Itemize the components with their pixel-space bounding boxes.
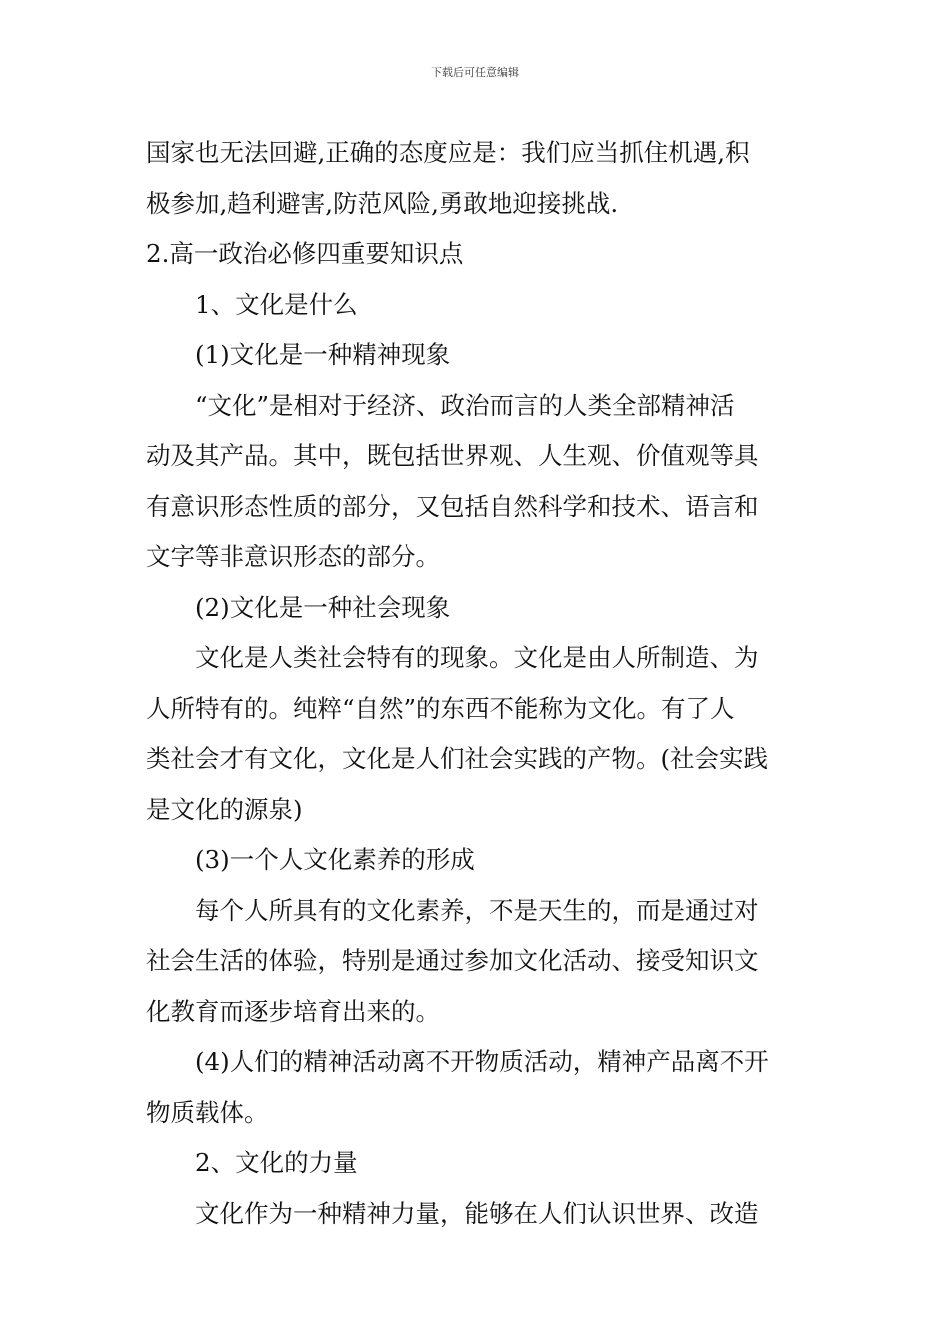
body-line: 动及其产品。其中，既包括世界观、人生观、价值观等具: [146, 441, 759, 470]
subsection-heading: 2、文化的力量: [195, 1148, 358, 1177]
body-line: 社会生活的体验，特别是通过参加文化活动、接受知识文: [146, 946, 759, 975]
point-heading: (2)文化是一种社会现象: [195, 592, 451, 622]
subsection-heading: 1、文化是什么: [195, 289, 358, 319]
body-line: 是文化的源泉): [146, 794, 303, 824]
body-line: 极参加,趋利避害,防范风险,勇敢地迎接挑战.: [146, 188, 619, 218]
body-line: 类社会才有文化，文化是人们社会实践的产物。(社会实践: [146, 744, 769, 773]
body-line: 物质载体。: [146, 1097, 269, 1127]
body-line: 文化作为一种精神力量，能够在人们认识世界、改造: [195, 1198, 759, 1228]
body-line: 有意识形态性质的部分，又包括自然科学和技术、语言和: [146, 491, 759, 521]
document-body: [146, 128, 812, 1239]
body-line: 人所特有的。纯粹“自然”的东西不能称为文化。有了人: [146, 693, 735, 723]
page-header: 下载后可任意编辑: [431, 66, 519, 79]
section-heading: 2.高一政治必修四重要知识点: [146, 239, 464, 268]
body-line: 国家也无法回避,正确的态度应是：我们应当抓住机遇,积: [146, 138, 750, 167]
body-line: 文字等非意识形态的部分。: [146, 542, 440, 571]
body-line: 化教育而逐步培育出来的。: [146, 996, 440, 1026]
point-heading: (1)文化是一种精神现象: [195, 340, 451, 369]
body-line: 每个人所具有的文化素养，不是天生的，而是通过对: [195, 895, 759, 925]
point-heading: (4)人们的精神活动离不开物质活动，精神产品离不开: [195, 1047, 769, 1076]
point-heading: (3)一个人文化素养的形成: [195, 845, 475, 874]
body-line: 文化是人类社会特有的现象。文化是由人所制造、为: [195, 643, 759, 672]
body-line: “文化”是相对于经济、政治而言的人类全部精神活: [195, 390, 735, 420]
